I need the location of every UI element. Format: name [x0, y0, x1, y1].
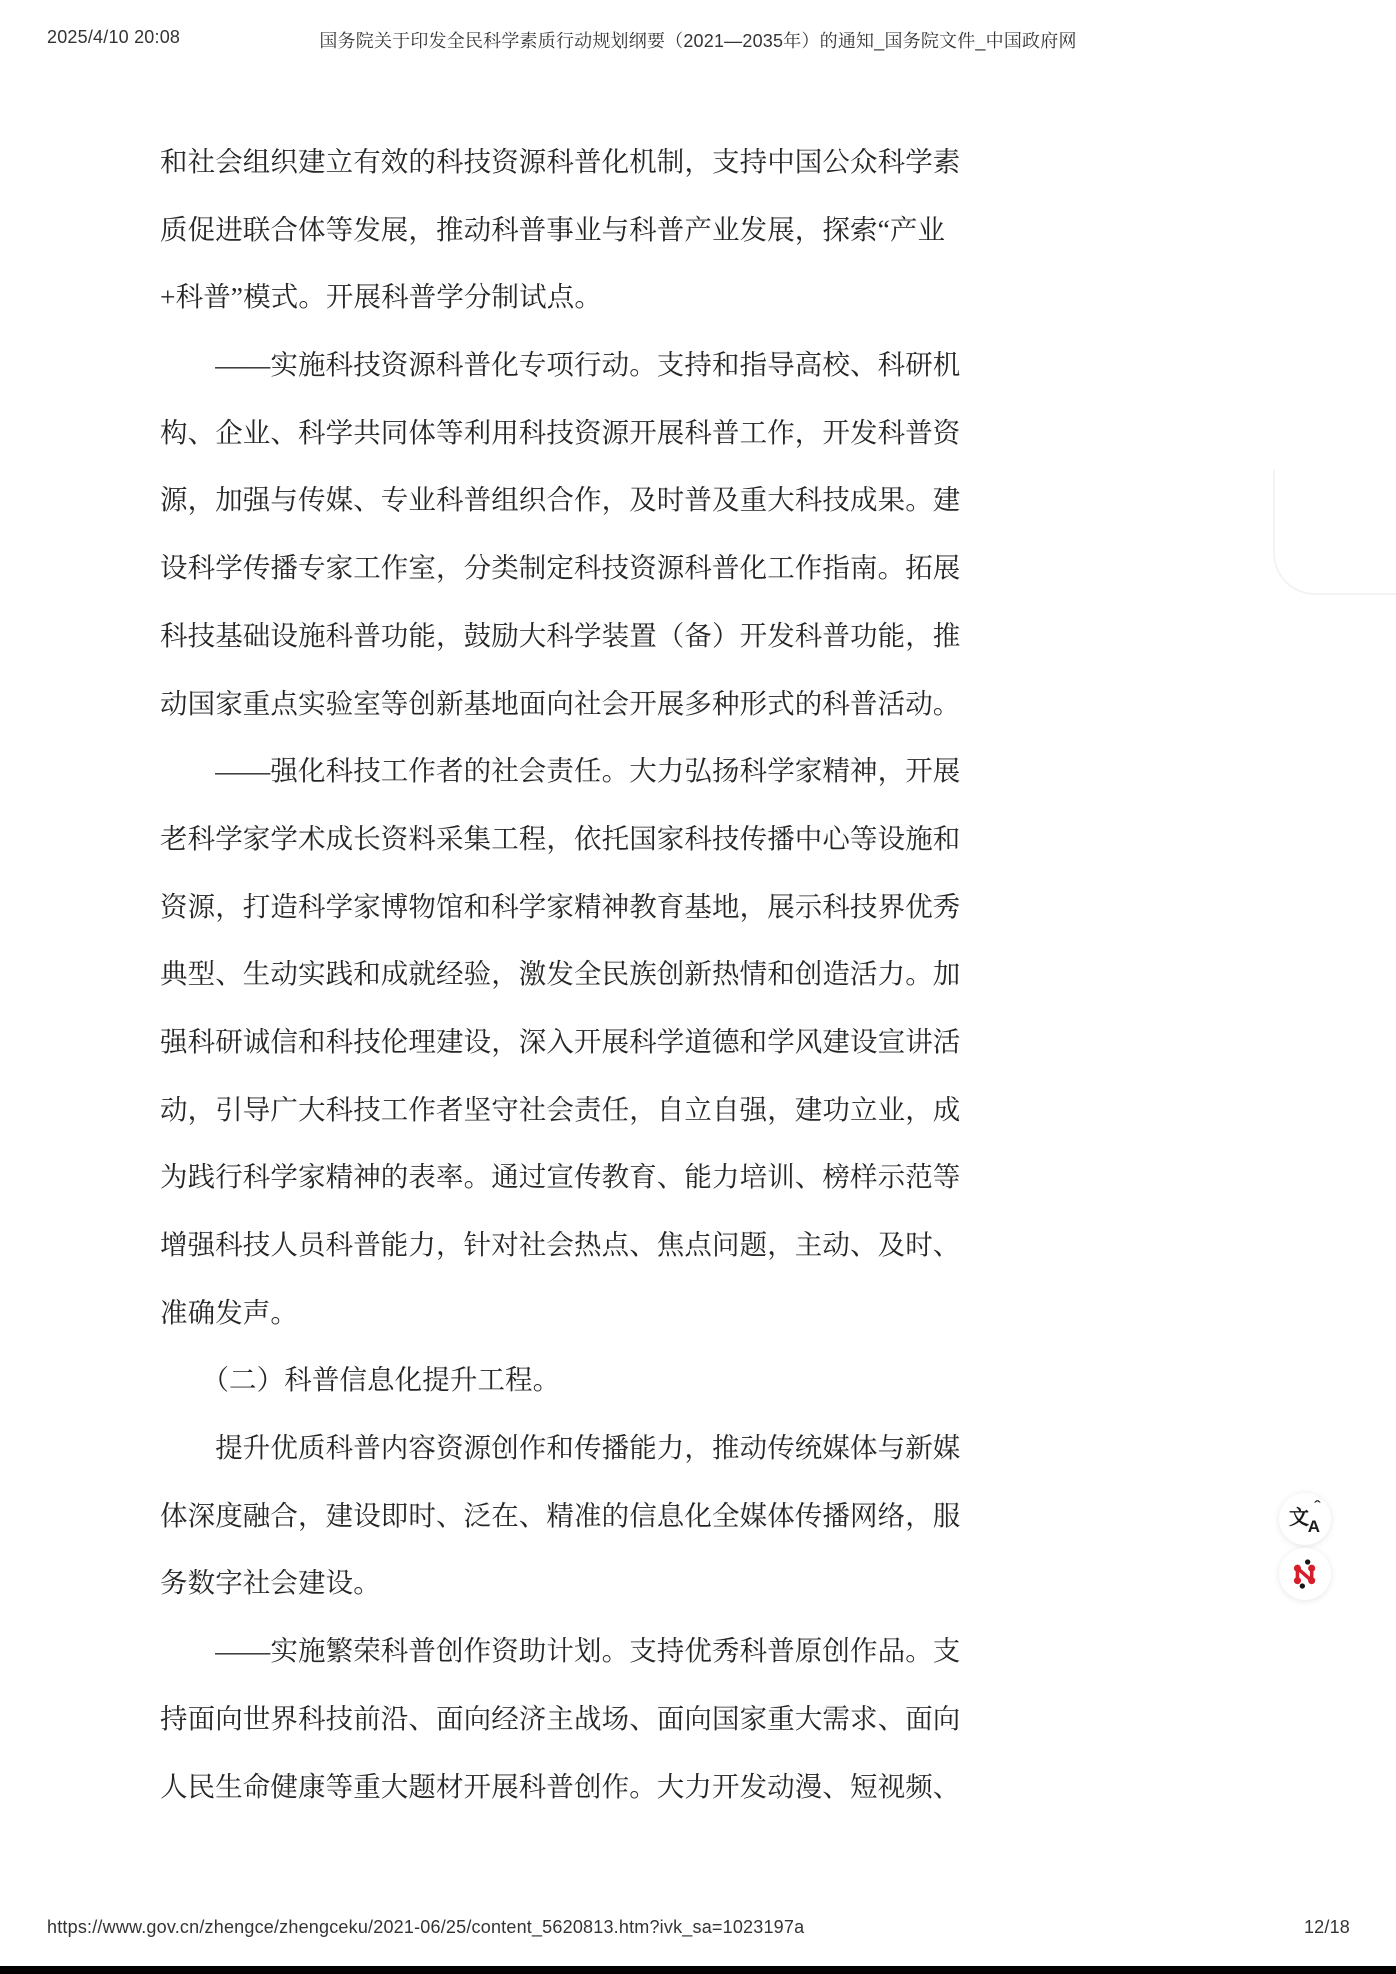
- text-line: 体深度融合，建设即时、泛在、精准的信息化全媒体传播网络，服: [160, 1499, 961, 1531]
- text-line: 质促进联合体等发展，推动科普事业与科普产业发展，探索“产业: [160, 213, 946, 245]
- translate-icon: 文 ˆ A: [1289, 1498, 1320, 1536]
- text-line: +科普”模式。开展科普学分制试点。: [160, 281, 602, 313]
- text-line: 设科学传播专家工作室，分类制定科技资源科普化工作指南。拓展: [160, 552, 961, 584]
- text-line: 准确发声。: [160, 1296, 298, 1328]
- text-line: 典型、生动实践和成就经验，激发全民族创新热情和创造活力。加: [160, 958, 961, 990]
- print-header-title: 国务院关于印发全民科学素质行动规划纲要（2021—2035年）的通知_国务院文件_中国政府网: [319, 31, 1077, 51]
- text-line: 资源，打造科学家博物馆和科学家精神教育基地，展示科技界优秀: [160, 890, 961, 922]
- text-line: 增强科技人员科普能力，针对社会热点、焦点问题，主动、及时、: [160, 1229, 961, 1260]
- text-line: ——实施科技资源科普化专项行动。支持和指导高校、科研机: [160, 349, 961, 381]
- text-line: 动国家重点实验室等创新基地面向社会开展多种形式的科普活动。: [160, 687, 961, 719]
- print-footer-page-number: 12/18: [1303, 1917, 1350, 1937]
- text-line: 强科研诚信和科技伦理建设，深入开展科学道德和学风建设宣讲活: [160, 1025, 961, 1057]
- text-line: 提升优质科普内容资源创作和传播能力，推动传统媒体与新媒: [160, 1432, 961, 1464]
- text-line: 和社会组织建立有效的科技资源科普化机制，支持中国公众科学素: [160, 146, 961, 177]
- text-line: ——强化科技工作者的社会责任。大力弘扬科学家精神，开展: [160, 755, 961, 787]
- text-line: 务数字社会建设。: [160, 1567, 381, 1599]
- red-molecule-icon: [1289, 1558, 1321, 1590]
- text-line: 动，引导广大科技工作者坚守社会责任，自立自强，建功立业，成: [160, 1093, 961, 1125]
- text-line: 源，加强与传媒、专业科普组织合作，及时普及重大科技成果。建: [160, 484, 961, 516]
- text-line: 人民生命健康等重大题材开展科普创作。大力开发动漫、短视频、: [160, 1770, 961, 1802]
- print-header-datetime: 2025/4/10 20:08: [47, 27, 181, 47]
- text-line: 持面向世界科技前沿、面向经济主战场、面向国家重大需求、面向: [160, 1702, 961, 1734]
- window-bottom-bar: [0, 1966, 1396, 1974]
- text-line: ——实施繁荣科普创作资助计划。支持优秀科普原创作品。支: [160, 1635, 961, 1667]
- text-line: 科技基础设施科普功能，鼓励大科学装置（备）开发科普功能，推: [160, 619, 961, 651]
- extension-button[interactable]: [1279, 1548, 1331, 1600]
- document-body: [160, 128, 980, 1820]
- text-line: 构、企业、科学共同体等利用科技资源开展科普工作，开发科普资: [160, 416, 961, 448]
- print-footer-url: https://www.gov.cn/zhengce/zhengceku/2021-06/25/content_5620813.htm?ivk_sa=1023197a: [47, 1917, 805, 1937]
- text-line: 为践行科学家精神的表率。通过宣传教育、能力培训、榜样示范等: [160, 1161, 961, 1193]
- translate-button[interactable]: [1279, 1493, 1331, 1545]
- faint-card-corner: [1273, 470, 1396, 595]
- text-line: 老科学家学术成长资料采集工程，依托国家科技传播中心等设施和: [160, 822, 961, 854]
- text-line: （二）科普信息化提升工程。: [160, 1364, 561, 1396]
